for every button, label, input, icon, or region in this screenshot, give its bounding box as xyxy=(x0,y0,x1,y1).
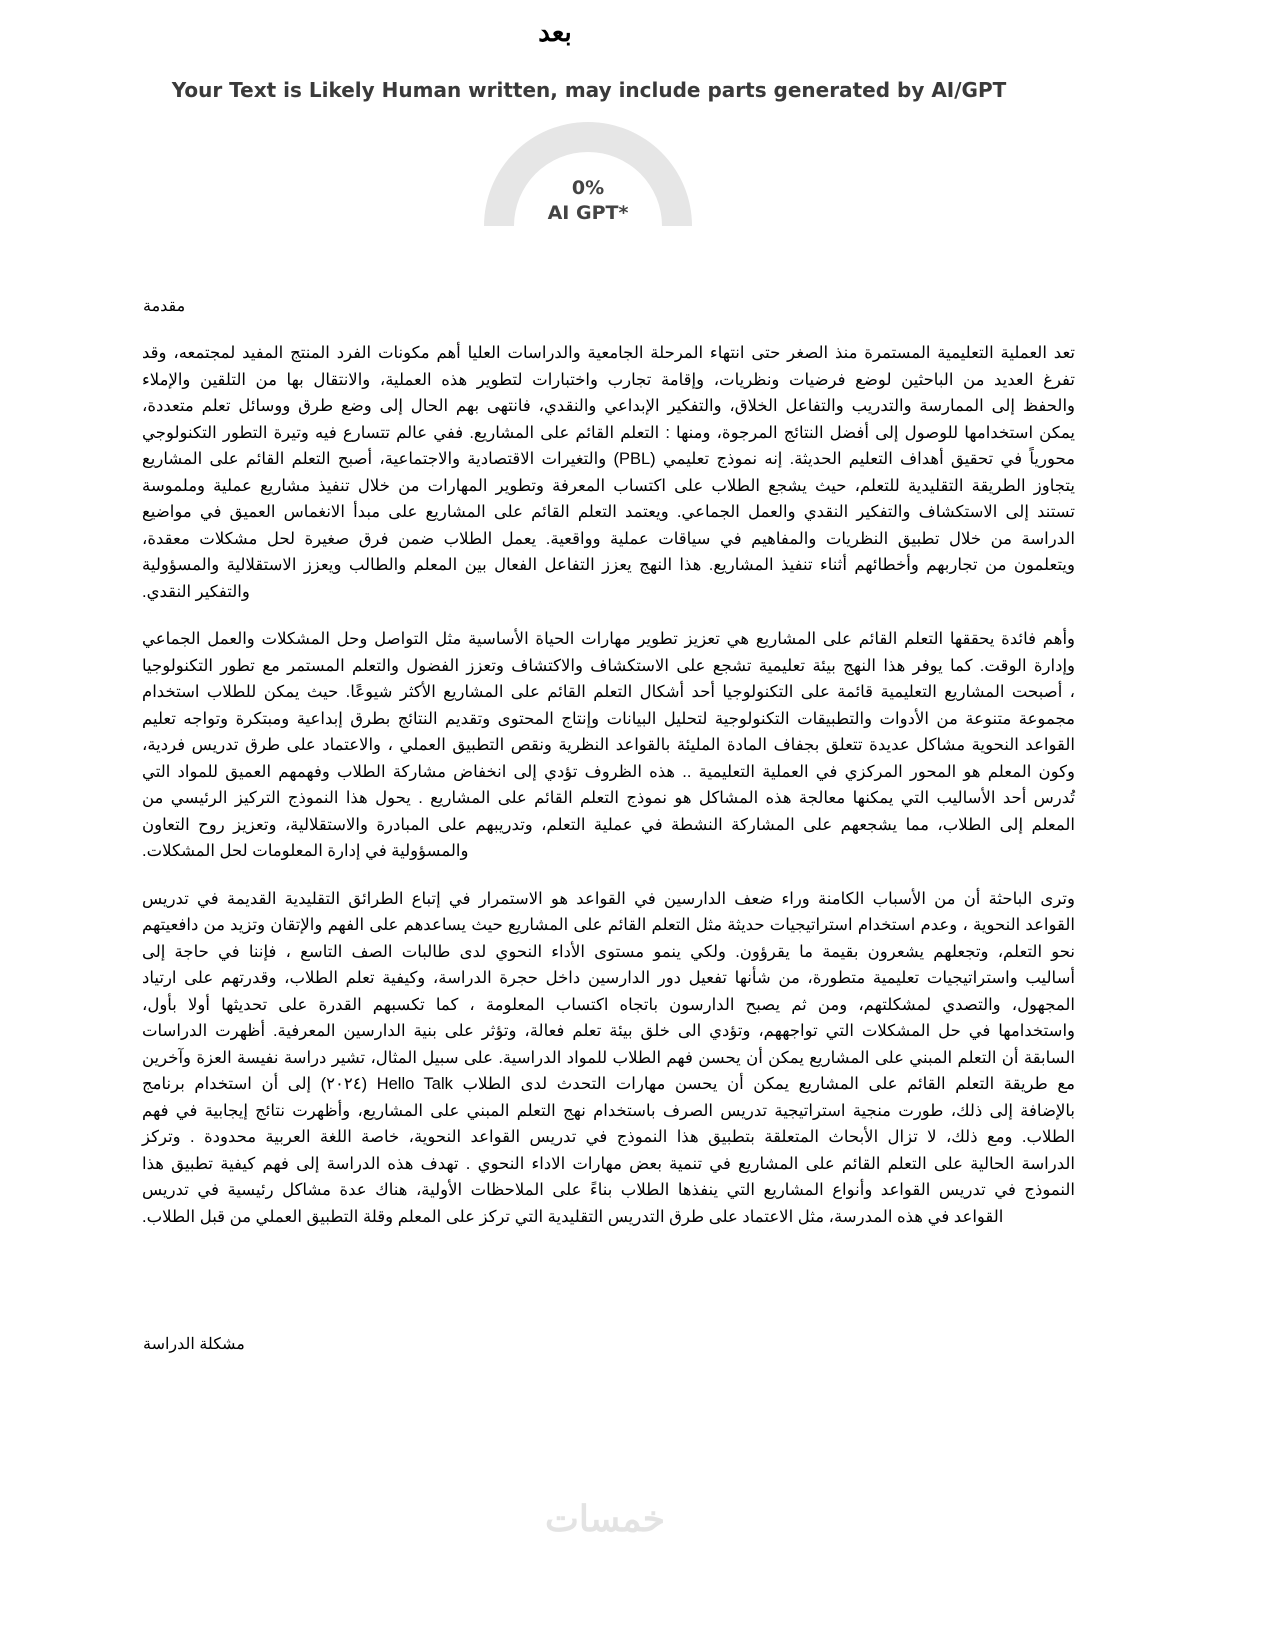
document-body xyxy=(142,340,1075,1251)
gauge-label: AI GPT* xyxy=(547,202,629,224)
paragraph-line: واستخدامها في حل المشكلات التي تواجههم، وتؤدي الى خلق بيئة تعلم فعالة، وتؤثر على بنية الدارسين المعرفية. أظهرت الدراسات xyxy=(142,1022,1075,1040)
paragraph-line: أساليب واستراتيجيات تعليمية متطورة، من شأنها تفعيل دور الدارسين داخل حجرة الدراسة، وكيفية تعلم الطلاب، وقدرتهم على ارتياد xyxy=(142,969,1075,987)
paragraph-line: القواعد في هذه المدرسة، مثل الاعتماد على طرق التدريس التقليدية التي تركز على المعلم وقلة التطبيق العملي من قبل الطلاب. xyxy=(142,1207,1004,1226)
detection-result-text: Your Text is Likely Human written, may include parts generated by AI/GPT xyxy=(171,78,1007,102)
paragraph-line: تستند إلى الاستكشاف والتفكير النقدي والعمل الجماعي. ويعتمد التعلم القائم على المشاريع على مبدأ الانغماس العميق في مواضيع xyxy=(142,503,1075,521)
paragraph-line: يمكن استخدامها للوصول إلى أفضل النتائج المرجوة، ومنها : التعلم القائم على المشاريع. ففي عالم تتسارع فيه وتيرة التطور التكنولوجي xyxy=(142,423,1075,442)
paragraph-line: وكون المعلم هو المحور المركزي في العملية التعليمية .. هذه الظروف تؤدي إلى انخفاض مشاركة الطلاب وفهمهم العميق للمواد التي xyxy=(142,762,1075,781)
paragraph-line: بالإضافة إلى ذلك، طورت منجية استراتيجية تدريس الصرف باستخدام نهج التعلم المبني على المشاريع، وأظهرت نتائج إيجابية في فهم xyxy=(142,1101,1075,1120)
paragraph-line: نحو التعلم، وتجعلهم يشعرون بقيمة ما يقرؤون. ولكي ينمو مستوى الأداء النحوي لدى طالبات الصف التاسع ، فإننا في حاجة إلى xyxy=(142,942,1075,961)
paragraph-line: والحفظ إلى الممارسة والتدريب والتفاعل الخلاق، والتفكير الإبداعي والنقدي، فانتهى بهم الحال إلى وضع طرق ووسائل تعلم متعددة، xyxy=(142,397,1075,415)
page-title: بعد xyxy=(538,18,572,48)
paragraph-line: الدراسة الحالية على التعلم القائم على المشاريع في تنمية بعض مهارات الاداء النحوي . تهدف هذه الدراسة إلى فهم كيفية تطبيق هذا xyxy=(142,1154,1075,1173)
paragraph-line: مجموعة متنوعة من الأدوات والتطبيقات التكنولوجية لتحليل البيانات وإنتاج المحتوى وتقديم النتائج بطرق إبداعية ومبتكرة وتواجه تعليم xyxy=(142,709,1075,728)
paragraph xyxy=(142,340,1075,605)
paragraph xyxy=(142,886,1075,1231)
paragraph-line: وإدارة الوقت. كما يوفر هذا النهج بيئة تعليمية تشجع على الاستكشاف والاكتشاف وتعزز الفضول والتعلم المستمر مع تطور التكنولوجيا xyxy=(142,656,1075,675)
paragraph-line: الدراسة من خلال تطبيق النظريات والمفاهيم في سياقات عملية وواقعية. يعمل الطلاب ضمن فرق صغيرة لحل مشكلات معقدة، xyxy=(142,529,1075,548)
paragraph-line: مع طريقة التعلم القائم على المشاريع يمكن أن يحسن مهارات التحدث لدى الطلاب Hello Talk (٢٠٢٤) إلى أن استخدام برنامج xyxy=(142,1075,1075,1093)
paragraph-line: النموذج في تدريس القواعد وأنواع المشاريع التي ينفذها الطلاب بناءً على الملاحظات الأولية، هناك عدة مشاكل رئيسية في تدريس xyxy=(142,1181,1075,1199)
paragraph-line: المجهول، والتصدي لمشكلتهم، ومن ثم يصبح الدارسون باتجاه اكتساب المعلومة ، كما تكسبهم القدرة على تحديثها أولا بأول، xyxy=(142,995,1075,1014)
paragraph-line: والتفكير النقدي. xyxy=(142,582,250,601)
paragraph-line: يتجاوز الطريقة التقليدية للتعلم، حيث يشجع الطلاب على اكتساب المعرفة وتطوير المهارات من خلال تنفيذ مشاريع عملية وملموسة xyxy=(142,476,1075,495)
paragraph-line: محورياً في تحقيق أهداف التعليم الحديثة. إنه نموذج تعليمي (PBL) والتغيرات الاقتصادية والاجتماعية، أصبح التعلم القائم على المشاريع xyxy=(142,450,1075,468)
paragraph-line: وترى الباحثة أن من الأسباب الكامنة وراء ضعف الدارسين في القواعد هو الاستمرار في إتباع الطرائق التقليدية القديمة في تدريس xyxy=(142,889,1075,908)
paragraph-line: ، أصبحت المشاريع التعليمية قائمة على التكنولوجيا أحد أشكال التعلم القائم على المشاريع الأكثر شيوعًا. حيث يمكن للطلاب استخدام xyxy=(142,683,1075,701)
intro-heading: مقدمة xyxy=(143,298,186,315)
paragraph-line: القواعد النحوية مشاكل عديدة تتعلق بجفاف المادة المليئة بالقواعد النظرية ونقص التطبيق العملي ، والاعتماد على طرق تدريس فردية، xyxy=(142,736,1075,754)
paragraph-line: تعد العملية التعليمية المستمرة منذ الصغر حتى انتهاء المرحلة الجامعية والدراسات العليا أهم مكونات الفرد المنتج المفيد لمجتمعه، وقد xyxy=(142,344,1075,362)
paragraph-line: السابقة أن التعلم المبني على المشاريع يمكن أن يحسن فهم الطلاب للمواد الدراسية. على سبيل المثال، تشير دراسة نفيسة العزة وآخرين xyxy=(142,1048,1075,1067)
paragraph-line: تُدرس أحد الأساليب التي يمكنها معالجة هذه المشاكل هو نموذج التعلم القائم على المشاريع . يحول هذا النموذج التركيز الرئيسي من xyxy=(142,789,1075,807)
paragraph-line: وأهم فائدة يحققها التعلم القائم على المشاريع هي تعزيز تطوير مهارات الحياة الأساسية مثل التواصل وحل المشكلات والعمل الجماعي xyxy=(142,630,1075,648)
gauge-readout xyxy=(484,176,692,226)
gauge-percent: 0% xyxy=(571,177,605,199)
watermark-logo: خمسات xyxy=(544,1498,666,1539)
paragraph xyxy=(142,626,1075,865)
paragraph-line: ويتعلمون من تجاربهم وأخطائهم أثناء تنفيذ المشاريع. هذا النهج يعزز التفاعل الفعال بين المعلم والطالب ويعزز الاستقلالية والمسؤولية xyxy=(142,556,1075,574)
paragraph-line: تفرغ العديد من الباحثين لوضع فرضيات ونظريات، وإقامة تجارب واختبارات لتطوير هذه العملية، والانتقال بها من التلقين والإملاء xyxy=(142,370,1075,389)
paragraph-line: القواعد النحوية ، وعدم استخدام استراتيجيات حديثة مثل التعلم القائم على المشاريع حيث يساعدهم على الفهم والإتقان وتزيد من دافعيتهم xyxy=(142,916,1075,934)
paragraph-line: المعلم إلى الطلاب، مما يشجعهم على المشاركة النشطة في عملية التعلم، وتدريبهم على المبادرة والاستقلالية، وتعزيز روح التعاون xyxy=(142,815,1075,834)
problem-heading: مشكلة الدراسة xyxy=(143,1336,245,1353)
paragraph-line: والمسؤولية في إدارة المعلومات لحل المشكلات. xyxy=(142,842,469,860)
paragraph-line: الطلاب. ومع ذلك، لا تزال الأبحاث المتعلقة بتطبيق هذا النموذج في تدريس القواعد النحوية، خاصة اللغة العربية محدودة . وتركز xyxy=(142,1128,1075,1146)
